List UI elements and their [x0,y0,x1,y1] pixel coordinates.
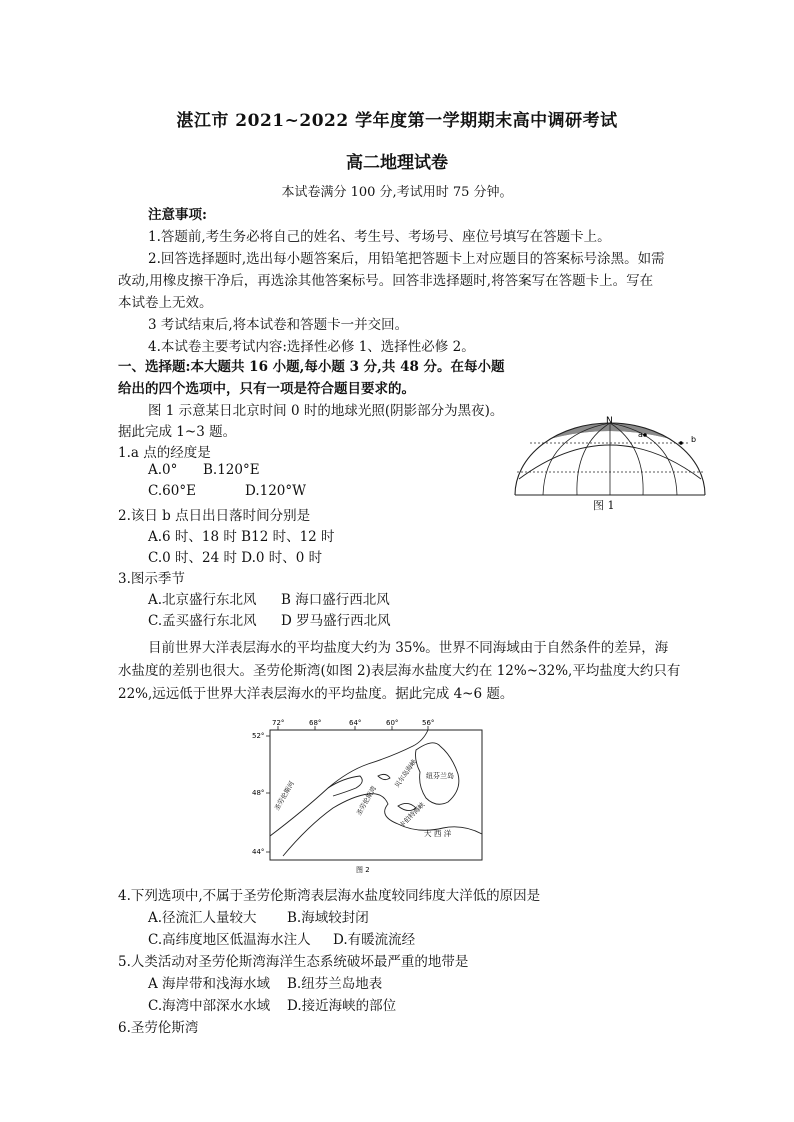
q1-option-c: C.60°E [148,483,196,499]
group1-intro-line-2: 据此完成 1~3 题。 [118,424,237,440]
q2-options-ab: A.6 时、18 时 B12 时、12 时 [148,529,335,545]
section-heading-line-2: 给出的四个选项中，只有一项是符合题目要求的。 [118,381,415,397]
q4-option-a: A.径流汇人量较大 [148,910,257,926]
figure-2-caption: 图 2 [356,866,370,874]
lon-label-72: 72° [272,719,285,727]
lat-label-52: 52° [252,732,265,740]
notice-item-1: 1.答题前,考生务必将自己的姓名、考生号、考场号、座位号填写在答题卡上。 [148,229,611,245]
question-4: 4.下列选项中,不属于圣劳伦斯湾表层海水盐度较同纬度大洋低的原因是 [118,888,541,904]
q5-option-d: D.接近海峡的部位 [287,998,397,1014]
section-heading-line-1: 一、选择题:本大题共 16 小题,每小题 3 分,共 48 分。在每小题 [118,359,505,375]
q3-option-b: B 海口盛行西北风 [281,592,390,608]
q3-option-d: D 罗马盛行西北风 [281,613,391,629]
lon-label-68: 68° [309,719,322,727]
question-5: 5.人类活动对圣劳伦斯湾海洋生态系统破坏最严重的地带是 [118,954,469,970]
label-newfoundland: 纽芬兰岛 [426,772,454,780]
figure-2-gulf-of-st-lawrence-map [248,716,486,878]
notice-item-4: 4.本试卷主要考试内容:选择性必修 1、选择性必修 2。 [148,339,475,355]
label-n: N [606,416,613,426]
q4-option-c: C.高纬度地区低温海水注人 [148,932,311,948]
map-frame [270,730,482,860]
q1-option-b: B.120°E [203,462,260,478]
question-3: 3.图示季节 [118,571,185,587]
exam-subtitle: 高二地理试卷 [346,153,448,173]
q1-option-d: D.120°W [245,483,307,499]
q4-option-d: D.有暖流流经 [333,932,416,948]
notice-heading: 注意事项: [148,207,207,223]
lon-label-64: 64° [349,719,362,727]
question-1: 1.a 点的经度是 [118,445,211,461]
notice-item-3: 3 考试结束后,将本试卷和答题卡一并交回。 [148,317,409,333]
point-b [679,441,683,445]
group1-intro-line-1: 图 1 示意某日北京时间 0 时的地球光照(阴影部分为黑夜)。 [148,403,504,419]
lon-label-56: 56° [422,719,435,727]
lon-label-60: 60° [386,719,399,727]
q1-option-a: A.0° [148,462,178,478]
label-atlantic: 大 西 洋 [424,829,452,838]
group2-intro-line-1: 目前世界大洋表层海水的平均盐度大约为 35%。世界不同海域由于自然条件的差异，海 [148,640,669,656]
q5-option-a: A 海岸带和浅海水域 [148,976,271,992]
label-cabot-strait: 卡伯特海峡 [397,800,427,830]
q4-option-b: B.海域较封闭 [287,910,369,926]
exam-title: 湛江市 2021~2022 学年度第一学期期末高中调研考试 [176,111,618,131]
point-a [643,433,647,437]
group2-intro-line-3: 22%,远远低于世界大洋表层海水的平均盐度。据此完成 4~6 题。 [118,686,514,702]
q5-option-b: B.纽芬兰岛地表 [287,976,383,992]
lat-label-48: 48° [252,789,265,797]
q5-option-c: C.海湾中部深水水域 [148,998,271,1014]
label-a: a [638,430,643,439]
notice-item-2-line-2: 改动,用橡皮擦干净后，再选涂其他答案标号。回答非选择题时,将答案写在答题卡上。写在 [118,273,654,289]
q3-option-a: A.北京盛行东北风 [148,592,257,608]
label-gulf: 圣劳伦斯湾 [354,784,378,817]
label-strait-belle-isle: 贝尔岛海峡 [393,757,419,790]
figure-1-caption: 图 1 [593,499,615,512]
label-st-lawrence-river: 圣劳伦斯河 [272,779,296,812]
exam-meta: 本试卷满分 100 分,考试用时 75 分钟。 [281,185,513,200]
lat-label-44: 44° [252,848,265,856]
notice-item-2-line-1: 2.回答选择题时,选出每小题答案后，用铅笔把答题卡上对应题目的答案标号涂黑。如需 [148,251,665,267]
q2-options-cd: C.0 时、24 时 D.0 时、0 时 [148,550,323,566]
question-6: 6.圣劳伦斯湾 [118,1020,199,1036]
notice-item-2-line-3: 本试卷上无效。 [118,295,213,311]
question-2: 2.该日 b 点日出日落时间分别是 [118,508,311,524]
group2-intro-line-2: 水盐度的差别也很大。圣劳伦斯湾(如图 2)表层海水盐度大约在 12%~32%,平均盐度大约只有 [118,663,681,679]
label-b: b [691,435,697,444]
q3-option-c: C.孟买盛行东北风 [148,613,257,629]
